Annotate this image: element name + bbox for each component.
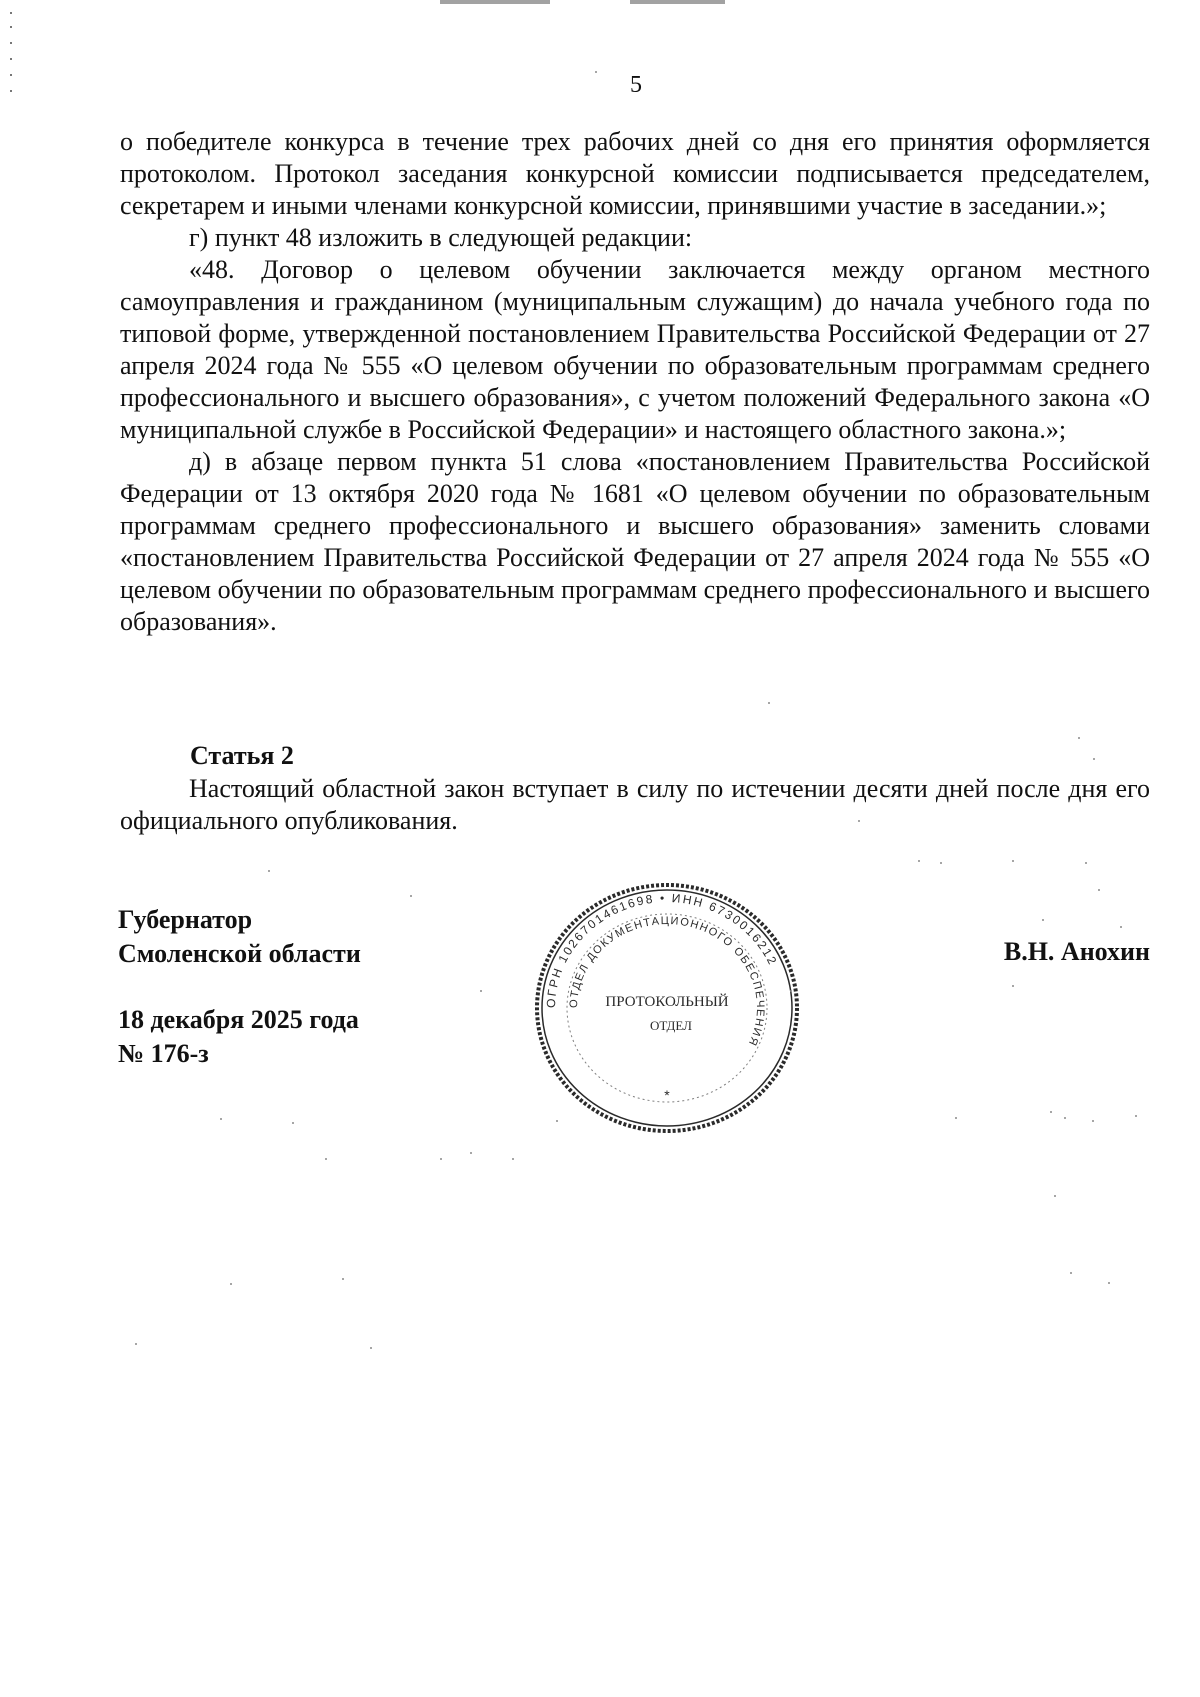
law-date-block xyxy=(118,1003,359,1071)
seal-outer-ring-text: ОГРН 1026701461698 • ИНН 6730016212 xyxy=(543,890,781,1009)
scan-artifact-left xyxy=(10,10,16,100)
page-number: 5 xyxy=(630,72,642,98)
paragraph-item-d: д) в абзаце первом пункта 51 слова «постановлением Правительства Российской Федерации от 13 октября 2020 года № 1681 «О целевом обучении по образовательным программам среднего профессионального и высшего образования» заменить словами «постановлением Правительства Российской Федерации от 27 апреля 2024 года № 555 «О целевом обучении по образовательным программам среднего профессионального и высшего образования». xyxy=(120,447,1150,636)
seal-star-icon: * xyxy=(664,1087,670,1103)
paragraph-continuation: о победителе конкурса в течение трех рабочих дней со дня его принятия оформляется протоколом. Протокол заседания конкурсной комиссии подписывается председателем, секретарем и иными членами конкурсной комиссии, принявшими участие в заседании.»; xyxy=(120,127,1150,220)
seal-inner-ring-text: ОТДЕЛ ДОКУМЕНТАЦИОННОГО ОБЕСПЕЧЕНИЯ xyxy=(567,914,767,1049)
signatory-title xyxy=(118,903,361,971)
law-date: 18 декабря 2025 года xyxy=(118,1005,359,1034)
paragraph-item-g: г) пункт 48 изложить в следующей редакции: xyxy=(189,223,693,252)
signatory-title-line1: Губернатор xyxy=(118,905,253,934)
article-heading: Статья 2 xyxy=(190,741,294,770)
paragraph-clause-48: «48. Договор о целевом обучении заключается между органом местного самоуправления и гражданином (муниципальным служащим) до начала учебного года по типовой форме, утвержденной постановлением Правительства Российской Федерации от 27 апреля 2024 года № 555 «О целевом обучении по образовательным программам среднего профессионального и высшего образования», с учетом положений Федерального закона «О муниципальной службе в Российской Федерации» и настоящего областного закона.»; xyxy=(120,255,1150,444)
signatory-title-line2: Смоленской области xyxy=(118,939,361,968)
amendment-text xyxy=(120,126,1150,638)
official-seal-icon xyxy=(527,878,807,1138)
article-body xyxy=(120,773,1150,837)
seal-center-line2: ОТДЕЛ xyxy=(650,1018,692,1033)
signatory-name: В.Н. Анохин xyxy=(1003,937,1150,966)
article-paragraph: Настоящий областной закон вступает в силу по истечении десяти дней после дня его официального опубликования. xyxy=(120,774,1150,835)
seal-center-line1: ПРОТОКОЛЬНЫЙ xyxy=(605,994,729,1010)
scan-artifact-top xyxy=(440,0,740,8)
law-number: № 176-з xyxy=(118,1039,209,1068)
